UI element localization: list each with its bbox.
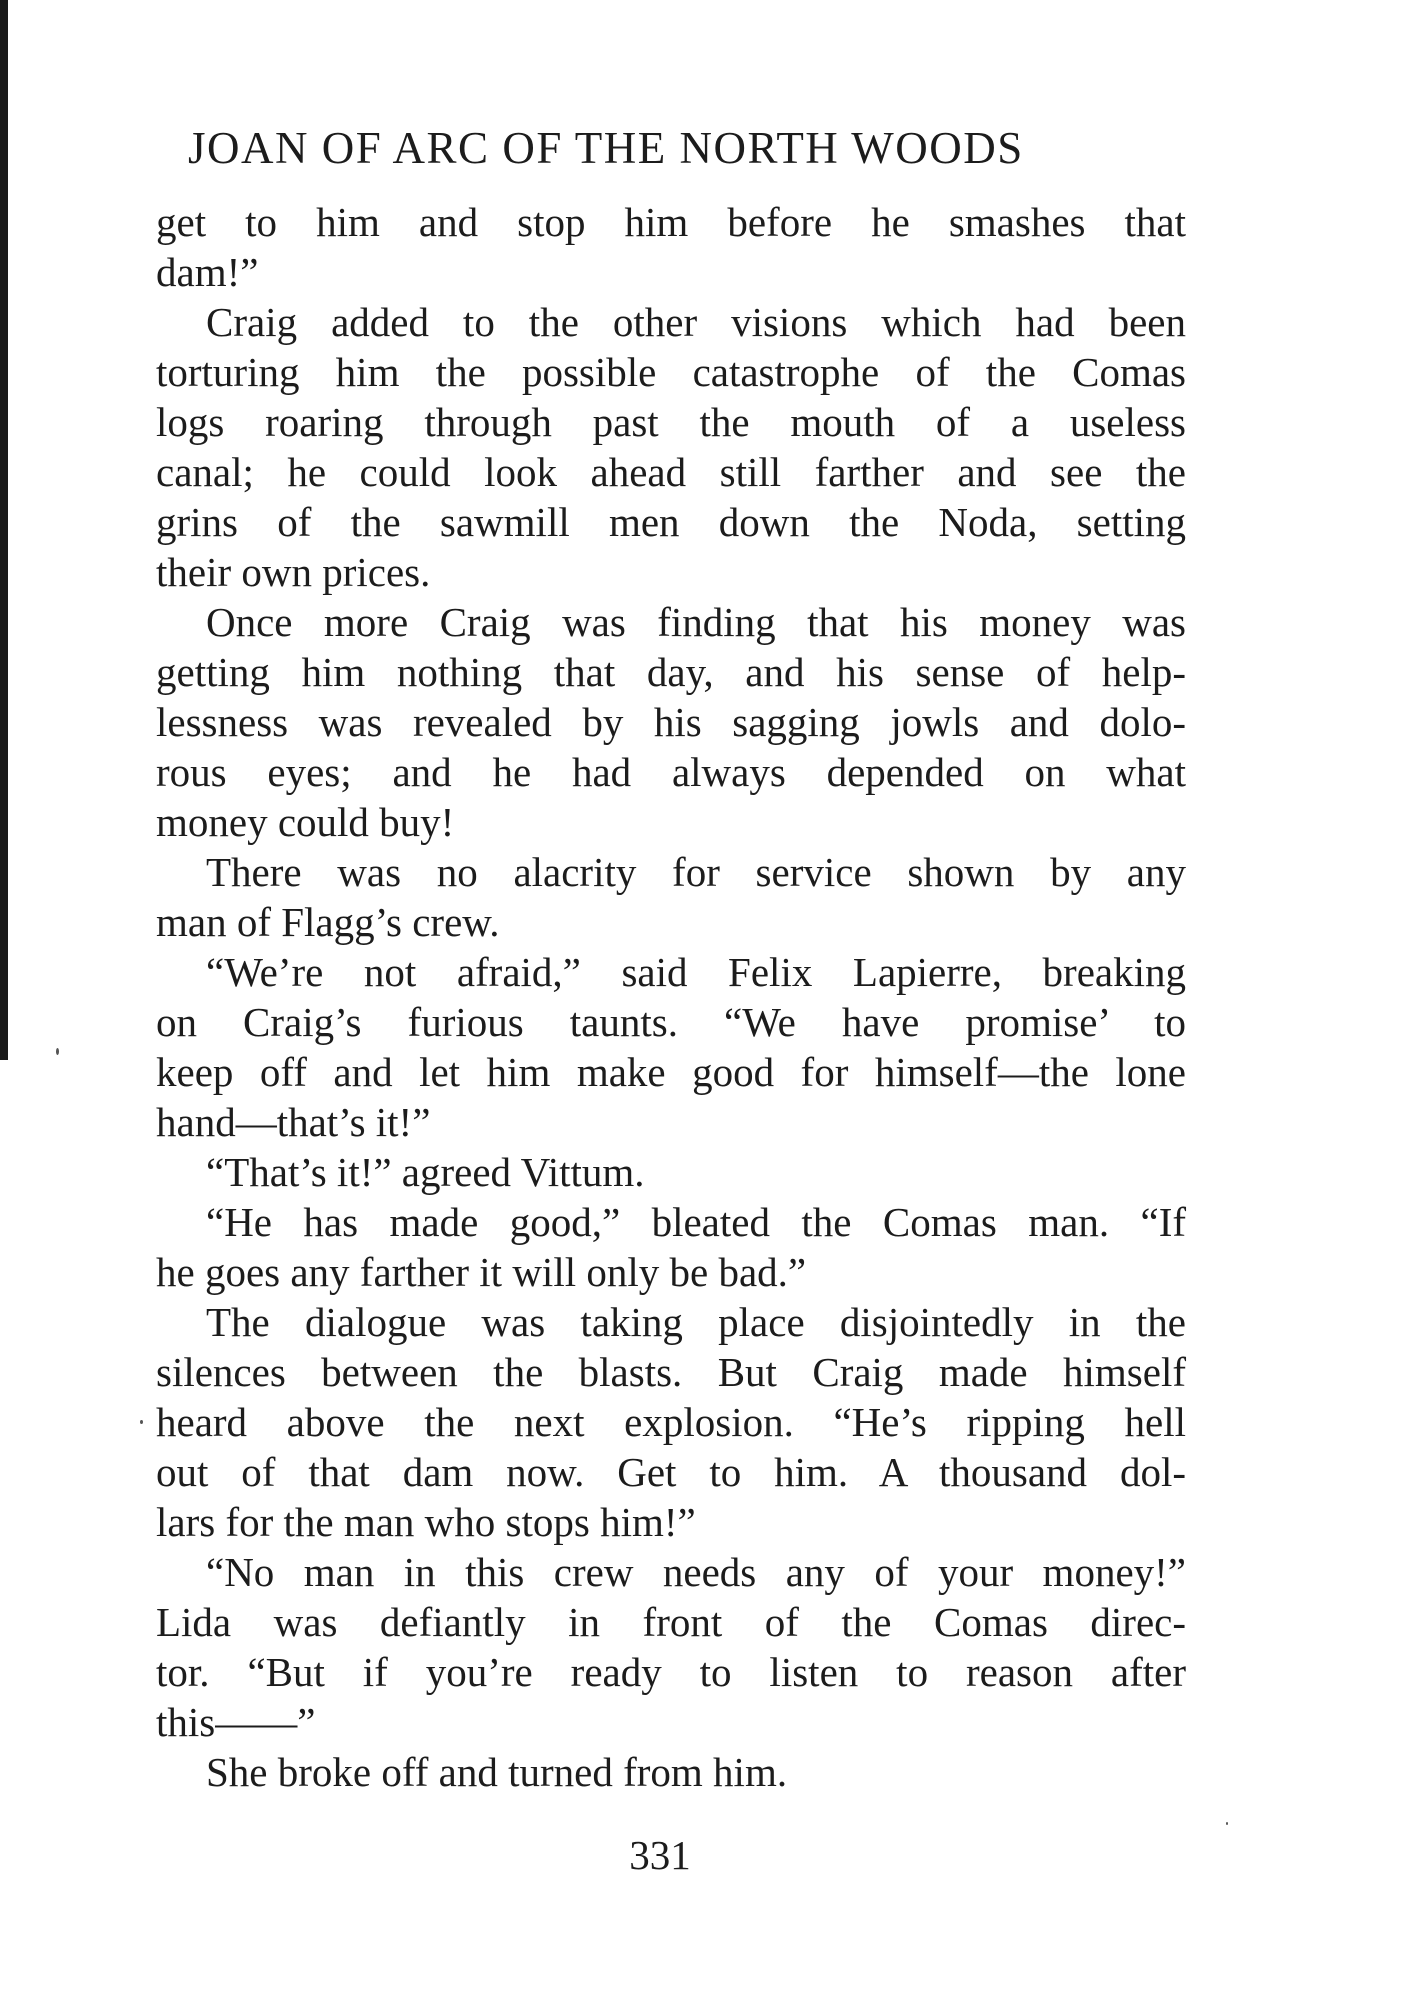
text-line: logs roaring through past the mouth of a useless <box>156 399 1186 445</box>
text-line: torturing him the possible catastrophe of the Comas <box>156 349 1186 395</box>
text-line: tor. “But if you’re ready to listen to reason after <box>156 1649 1186 1695</box>
text-line: man of Flagg’s crew. <box>156 899 500 945</box>
text-line: rous eyes; and he had always depended on what <box>156 749 1186 795</box>
print-speck <box>56 1048 59 1055</box>
text-line: Craig added to the other visions which had been <box>206 299 1186 345</box>
text-line: on Craig’s furious taunts. “We have promise’ to <box>156 999 1186 1045</box>
text-line: The dialogue was taking place disjointedly in the <box>206 1299 1186 1345</box>
page-number: 331 <box>629 1832 691 1878</box>
text-line: money could buy! <box>156 799 455 845</box>
text-line: keep off and let him make good for himself—the lone <box>156 1049 1186 1095</box>
text-line: he goes any farther it will only be bad.” <box>156 1249 807 1295</box>
text-line: Once more Craig was finding that his money was <box>206 599 1186 645</box>
text-line: grins of the sawmill men down the Noda, setting <box>156 499 1186 545</box>
print-speck <box>140 1420 143 1424</box>
print-speck <box>1226 1822 1228 1825</box>
text-line: out of that dam now. Get to him. A thousand dol- <box>156 1449 1186 1495</box>
text-line: hand—that’s it!” <box>156 1099 431 1145</box>
text-line: She broke off and turned from him. <box>206 1749 788 1795</box>
running-head: JOAN OF ARC OF THE NORTH WOODS <box>188 123 1024 173</box>
text-line: get to him and stop him before he smashes that <box>156 199 1186 245</box>
text-line: Lida was defiantly in front of the Comas direc- <box>156 1599 1186 1645</box>
text-line: their own prices. <box>156 549 431 595</box>
text-line: this——” <box>156 1699 316 1745</box>
body-text <box>156 197 1186 1797</box>
text-line: canal; he could look ahead still farther and see the <box>156 449 1186 495</box>
text-line: “That’s it!” agreed Vittum. <box>206 1149 645 1195</box>
text-line: getting him nothing that day, and his sense of help- <box>156 649 1186 695</box>
binding-shadow <box>0 0 8 1060</box>
text-line: “We’re not afraid,” said Felix Lapierre, breaking <box>206 949 1186 995</box>
text-line: silences between the blasts. But Craig made himself <box>156 1349 1186 1395</box>
text-line: lessness was revealed by his sagging jowls and dolo- <box>156 699 1186 745</box>
text-line: heard above the next explosion. “He’s ripping hell <box>156 1399 1186 1445</box>
text-line: lars for the man who stops him!” <box>156 1499 696 1545</box>
text-line: “No man in this crew needs any of your money!” <box>206 1549 1186 1595</box>
text-line: “He has made good,” bleated the Comas man. “If <box>206 1199 1186 1245</box>
text-line: There was no alacrity for service shown by any <box>206 849 1186 895</box>
text-line: dam!” <box>156 249 259 295</box>
